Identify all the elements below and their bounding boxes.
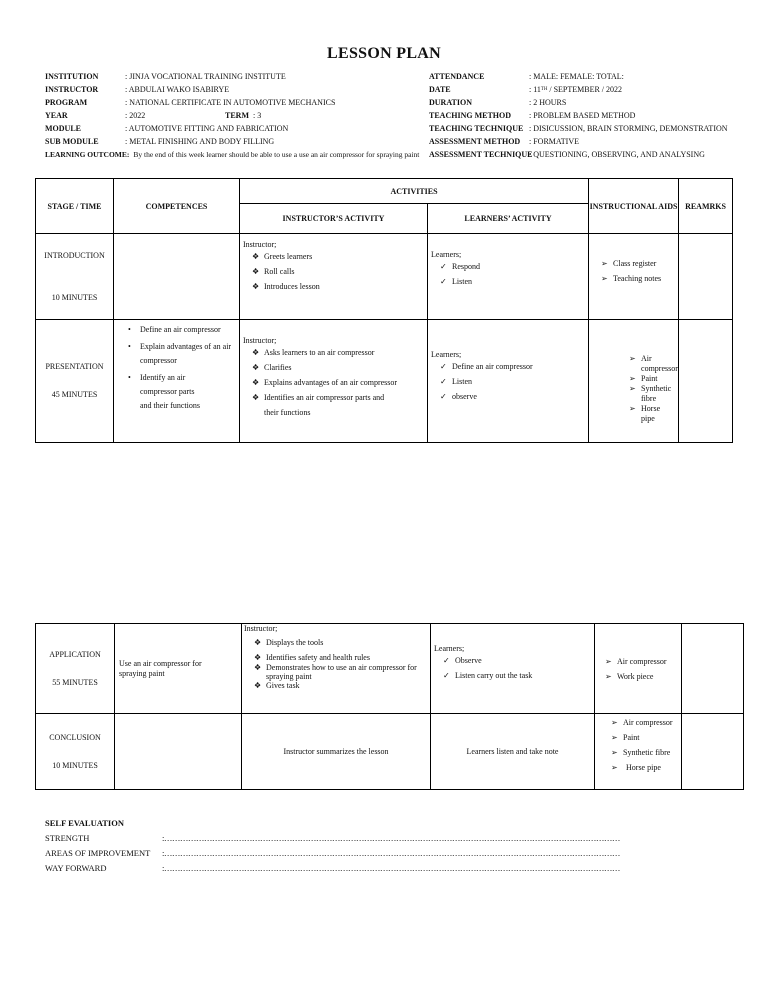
competences-cell [114,234,240,320]
list-item-group [240,249,427,294]
term-key: TERM [225,111,249,120]
th-competences: COMPETENCES [114,179,240,234]
list-item: ➢ Paint [611,730,681,745]
learner-cell: Learners; ✓ Observe ✓ Listen carry out the task [431,624,595,714]
list-item: • Explain advantages of an air compressor [128,342,232,365]
list-item: ✓ Listen [440,274,588,289]
arrow-bullet-icon: ➢ [629,374,636,383]
list-item: ➢ Air compressor [605,654,681,669]
check-icon: ✓ [440,262,447,271]
diamond-bullet-icon: ❖ [252,267,260,276]
list-item: ❖ Explains advantages of an air compressor [252,375,427,390]
list-item: ❖ Asks learners to an air compressor [252,345,427,360]
list-item: ➢ Horse pipe [629,404,661,423]
th-stage: STAGE / TIME [36,179,114,234]
arrow-bullet-icon: ➢ [601,259,608,268]
aids-cell [595,624,682,714]
header-row-module: MODULE : AUTOMOTIVE FITTING AND FABRICATION [45,124,289,133]
list-item: ✓ Respond [440,259,588,274]
check-icon: ✓ [443,671,450,680]
header-row-assessment-method: ASSESSMENT METHOD : FORMATIVE [429,137,580,146]
list-item: ❖ Introduces lesson [252,279,427,294]
instructor-cell: Instructor; ❖ Displays the tools ❖ Identifies safety and health rules ❖ Demonstrates how to use an air compressor for spraying paint ❖ Gives task [242,624,431,714]
th-aids: INSTRUCTIONAL AIDS [589,179,679,234]
list-item: ✓ Define an air compressor [440,359,588,374]
way-forward-row: WAY FORWARD :……………………………………………………………………………………………………………………………………………………… [45,863,620,873]
aids-cell [589,234,679,320]
table-row [36,234,733,320]
table-row [36,320,733,443]
arrow-bullet-icon: ➢ [611,763,618,772]
list-item: ➢ Teaching notes [601,271,678,286]
diamond-bullet-icon: ❖ [254,681,262,690]
lesson-table-bottom [35,623,744,790]
list-item: • Identify an air compressor parts and their functions [128,373,200,410]
page-title: LESSON PLAN [327,45,441,62]
arrow-bullet-icon: ➢ [629,354,636,363]
arrow-bullet-icon: ➢ [629,384,636,393]
arrow-bullet-icon: ➢ [605,671,612,681]
aids-cell [589,320,679,443]
header-row-duration: DURATION : 2 HOURS [429,98,567,107]
list-item: ➢ Horse pipe [611,760,681,775]
list-item: • Define an air compressor [128,323,235,337]
learner-cell: Learners; ✓ Define an air compressor ✓ Listen ✓ observe [428,320,589,443]
stage-cell: APPLICATION 55 MINUTES [36,624,115,714]
arrow-bullet-icon: ➢ [611,748,618,757]
term-value: : 3 [253,111,262,120]
diamond-bullet-icon: ❖ [252,363,260,372]
remarks-cell [682,624,744,714]
diamond-bullet-icon: ❖ [254,638,262,647]
th-learner-activity: LEARNERS’ ACTIVITY [428,204,589,234]
learner-cell: Learners listen and take note [431,714,595,790]
learner-cell: Learners; ✓ Respond ✓ Listen [428,234,589,320]
arrow-bullet-icon: ➢ [611,718,618,727]
dot-bullet-icon: • [128,325,131,334]
diamond-bullet-icon: ❖ [252,252,260,261]
header-right [429,70,728,161]
list-item: ✓ Listen carry out the task [443,668,594,683]
diamond-bullet-icon: ❖ [252,393,260,402]
list-item: ➢ Synthetic fibre [629,384,672,403]
header-row-assessment-technique: ASSESSMENT TECHNIQUE: QUESTIONING, OBSERVING, AND ANALYSING [429,150,705,159]
lesson-table-top [35,178,733,443]
header-row-learning-outcome: LEARNING OUTCOME: By the end of this week learner should be able to use a use an air compressor for spraying paint [45,150,420,159]
arrow-bullet-icon: ➢ [629,404,636,413]
way-forward-field: :……………………………………………………………………………………………………………………………………………………… [162,863,620,873]
check-icon: ✓ [440,377,447,386]
instructor-cell: Instructor summarizes the lesson [242,714,431,790]
remarks-cell [682,714,744,790]
diamond-bullet-icon: ❖ [252,378,260,387]
list-item: ❖ Demonstrates how to use an air compressor for spraying paint [254,663,417,681]
header-row-teaching-technique: TEACHING TECHNIQUE : DISICUSSION, BRAIN STORMING, DEMONSTRATION [429,124,728,133]
diamond-bullet-icon: ❖ [252,282,260,291]
list-item: ➢ Air compressor [629,354,678,373]
th-activities: ACTIVITIES [240,179,589,204]
check-icon: ✓ [440,362,447,371]
list-item: ➢ Work piece [605,669,681,684]
stage-cell: PRESENTATION 45 MINUTES [36,320,114,443]
header-row-teaching-method: TEACHING METHOD : PROBLEM BASED METHOD [429,111,636,120]
list-item: ✓ Listen [440,374,588,389]
competences-cell: Use an air compressor for spraying paint [115,624,242,714]
list-item: ❖ Gives task [254,681,300,690]
arrow-bullet-icon: ➢ [611,733,618,742]
header-row-year: YEAR : 2022 TERM : 3 [45,111,262,120]
header-row-submodule: SUB MODULE : METAL FINISHING AND BODY FILLING [45,137,275,146]
th-instructor-activity: INSTRUCTOR’S ACTIVITY [240,204,428,234]
remarks-cell [679,234,733,320]
check-icon: ✓ [440,277,447,286]
header-row-instructor: INSTRUCTOR : ABDULAI WAKO ISABIRYE [45,85,230,94]
improvement-field: :……………………………………………………………………………………………………………………………………………………… [162,848,620,858]
aids-cell [595,714,682,790]
list-item: ✓ observe [440,389,588,404]
dot-bullet-icon: • [128,342,131,351]
header-row-attendance: ATTENDANCE : MALE: FEMALE: TOTAL: [429,72,624,81]
self-evaluation [45,816,620,876]
list-item: ❖ Greets learners [252,249,427,264]
check-icon: ✓ [443,656,450,665]
dot-bullet-icon: • [128,373,131,382]
list-item: ➢ Paint [629,374,658,383]
list-item: ❖ Displays the tools [254,638,324,647]
table-row [36,714,744,790]
competences-cell [114,320,240,443]
list-item: ❖ Clarifies [252,360,427,375]
list-item: ❖ Roll calls [252,264,427,279]
instructor-cell: Instructor; ❖ Asks learners to an air compressor ❖ Clarifies ❖ Explains advantages of an air compressor ❖ Identifies an air compressor parts and their functions [240,320,428,443]
strength-field: :……………………………………………………………………………………………………………………………………………………… [162,833,620,843]
check-icon: ✓ [440,392,447,401]
instructor-cell: Instructor; ❖ Greets learners ❖ Roll calls ❖ Introduces lesson [240,234,428,320]
list-item: ➢ Class register [601,256,678,271]
arrow-bullet-icon: ➢ [605,656,612,666]
list-item: ➢ Synthetic fibre [611,745,681,760]
th-remarks: REAMRKS [679,179,733,234]
competences-cell [115,714,242,790]
diamond-bullet-icon: ❖ [252,348,260,357]
arrow-bullet-icon: ➢ [601,274,608,283]
header-row-program: PROGRAM : NATIONAL CERTIFICATE IN AUTOMOTIVE MECHANICS [45,98,336,107]
list-item: ✓ Observe [443,653,594,668]
table-row [36,624,744,714]
stage-cell: INTRODUCTION 10 MINUTES [36,234,114,320]
diamond-bullet-icon: ❖ [254,653,262,662]
remarks-cell [679,320,733,443]
list-item: ➢ Air compressor [611,715,681,730]
diamond-bullet-icon: ❖ [254,663,262,672]
list-item: ❖ Identifies an air compressor parts and their functions [252,390,427,420]
header-row-date: DATE : 11ᵀᴴ / SEPTEMBER / 2022 [429,85,623,94]
stage-cell: CONCLUSION 10 MINUTES [36,714,115,790]
list-item: ❖ Identifies safety and health rules [254,653,370,662]
self-evaluation-heading: SELF EVALUATION [45,818,124,828]
header-left [45,70,419,161]
improvement-row: AREAS OF IMPROVEMENT :……………………………………………………………………………………………………………………………………………………… [45,848,620,858]
header-row-institution: INSTITUTION : JINJA VOCATIONAL TRAINING INSTITUTE [45,72,286,81]
strength-row: STRENGTH :……………………………………………………………………………………………………………………………………………………… [45,833,620,843]
